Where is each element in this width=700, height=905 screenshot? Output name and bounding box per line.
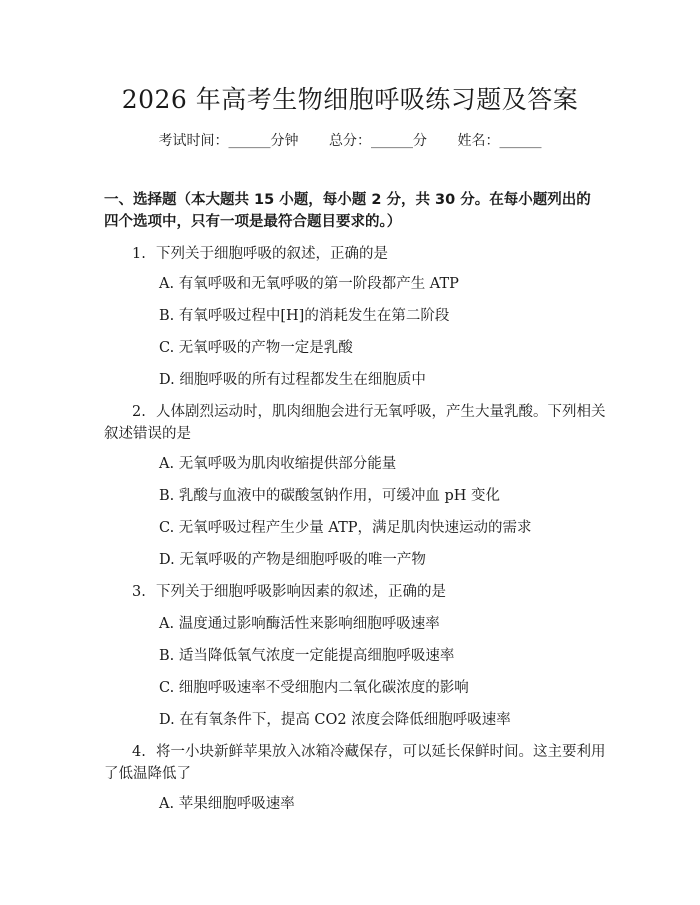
question-2-option-d: D. 无氧呼吸的产物是细胞呼吸的唯一产物: [159, 552, 426, 568]
question-2: [104, 401, 610, 445]
question-3-option-b: B. 适当降低氧气浓度一定能提高细胞呼吸速率: [159, 648, 455, 664]
question-1-option-a: A. 有氧呼吸和无氧呼吸的第一阶段都产生 ATP: [159, 276, 459, 292]
question-1-option-d: D. 细胞呼吸的所有过程都发生在细胞质中: [159, 372, 426, 388]
exam-time-field: 考试时间：______分钟: [158, 133, 299, 149]
question-3-option-d: D. 在有氧条件下，提高 CO2 浓度会降低细胞呼吸速率: [159, 712, 511, 728]
question-2-option-a: A. 无氧呼吸为肌肉收缩提供部分能量: [159, 456, 397, 472]
exam-meta: [0, 131, 700, 151]
question-1-option-b: B. 有氧呼吸过程中[H]的消耗发生在第二阶段: [159, 308, 450, 324]
question-3: [104, 581, 610, 603]
question-3-option-c: C. 细胞呼吸速率不受细胞内二氧化碳浓度的影响: [159, 680, 469, 696]
question-number: 4.: [132, 744, 146, 760]
question-stem: 下列关于细胞呼吸的叙述，正确的是: [156, 246, 388, 262]
question-stem: 将一小块新鲜苹果放入冰箱冷藏保存，可以延长保鲜时间。这主要利用了低温降低了: [104, 744, 606, 782]
question-stem: 人体剧烈运动时，肌肉细胞会进行无氧呼吸，产生大量乳酸。下列相关叙述错误的是: [104, 404, 606, 442]
question-3-option-a: A. 温度通过影响酶活性来影响细胞呼吸速率: [159, 616, 440, 632]
question-2-option-b: B. 乳酸与血液中的碳酸氢钠作用，可缓冲血 pH 变化: [159, 488, 501, 504]
question-1-option-c: C. 无氧呼吸的产物一定是乳酸: [159, 340, 353, 356]
section-heading: 一、选择题（本大题共 15 小题，每小题 2 分，共 30 分。在每小题列出的四个选项中，只有一项是最符合题目要求的。）: [104, 192, 591, 230]
question-4: [104, 741, 610, 785]
student-name-field: 姓名：______: [457, 133, 542, 149]
question-stem: 下列关于细胞呼吸影响因素的叙述，正确的是: [156, 584, 446, 600]
question-number: 2.: [132, 404, 146, 420]
question-2-option-c: C. 无氧呼吸过程产生少量 ATP，满足肌肉快速运动的需求: [159, 520, 532, 536]
question-number: 1.: [132, 246, 146, 262]
document-title: 2026 年高考生物细胞呼吸练习题及答案: [121, 85, 579, 114]
question-4-option-a: A. 苹果细胞呼吸速率: [159, 796, 295, 812]
total-score-field: 总分：______分: [329, 133, 427, 149]
question-number: 3.: [132, 584, 146, 600]
question-1: [104, 243, 610, 265]
